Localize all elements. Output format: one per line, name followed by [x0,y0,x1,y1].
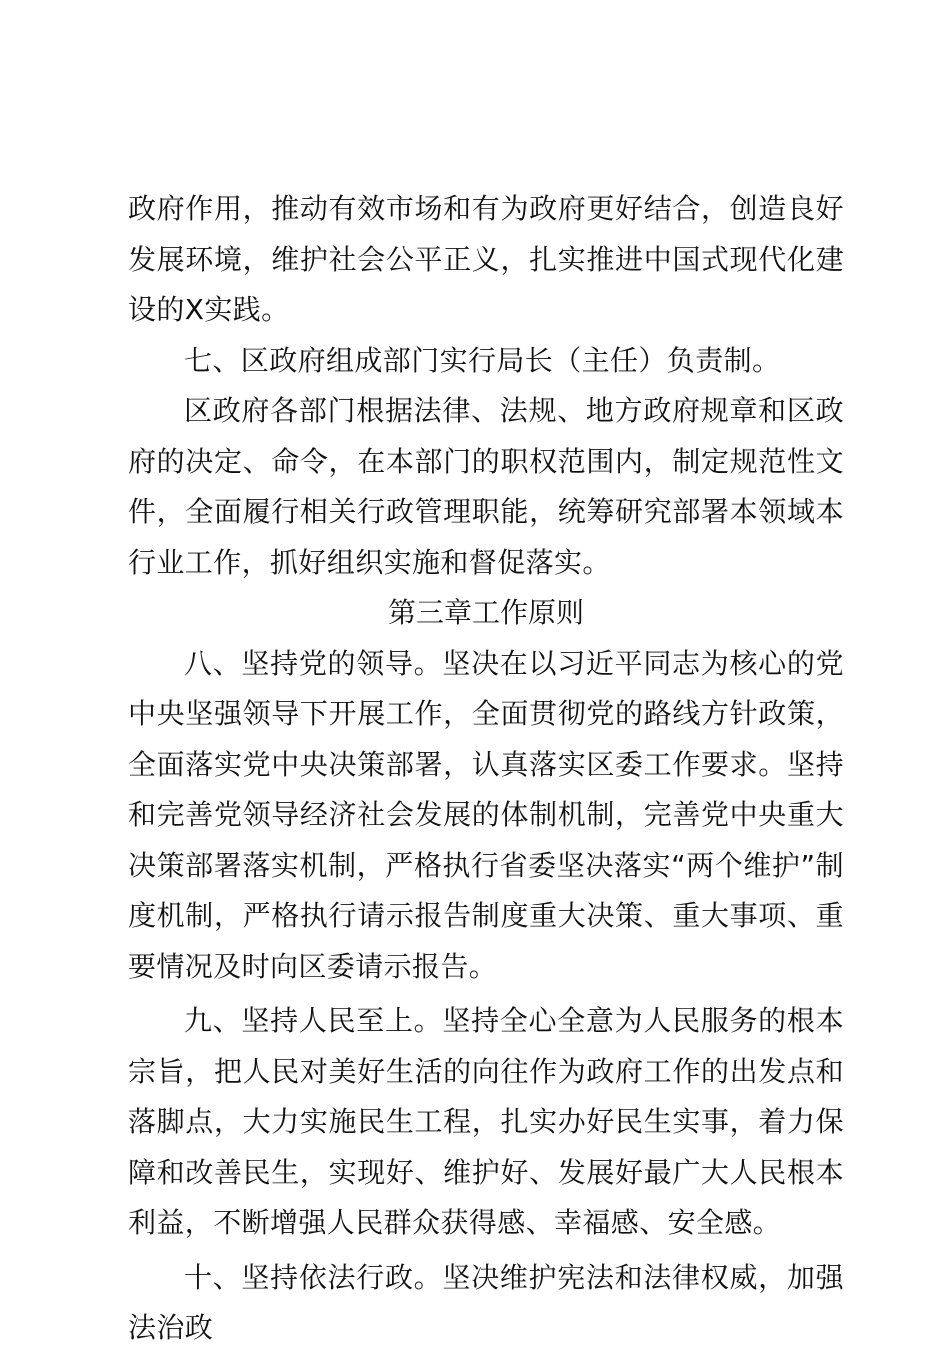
document-page [128,184,844,1354]
article-9: 九、坚持人民至上。坚持全心全意为人民服务的根本宗旨，把人民对美好生活的向往作为政府工作的出发点和落脚点，大力实施民生工程，扎实办好民生实事，着力保障和改善民生，实现好、维护好、发展好最广大人民根本利益，不断增强人民群众获得感、幸福感、安全感。 [128,1004,844,1239]
paragraph-continuation: 政府作用，推动有效市场和有为政府更好结合，创造良好发展环境，维护社会公平正义，扎实推进中国式现代化建设的X实践。 [128,192,844,326]
article-10: 十、坚持依法行政。坚决维护宪法和法律权威，加强法治政 [128,1260,844,1344]
article-7: 七、区政府组成部门实行局长（主任）负责制。 [184,343,781,377]
article-7-body: 区政府各部门根据法律、法规、地方政府规章和区政府的决定、命令，在本部门的职权范围内，制定规范性文件，全面履行相关行政管理职能，统筹研究部署本领域本行业工作，抓好组织实施和督促落实。 [128,394,844,579]
article-8: 八、坚持党的领导。坚决在以习近平同志为核心的党中央坚强领导下开展工作，全面贯彻党的路线方针政策，全面落实党中央决策部署，认真落实区委工作要求。坚持和完善党领导经济社会发展的体制机制，完善党中央重大决策部署落实机制，严格执行省委坚决落实“两个维护”制度机制，严格执行请示报告制度重大决策、重大事项、重要情况及时向区委请示报告。 [128,646,844,983]
chapter-heading: 第三章工作原则 [387,596,584,629]
